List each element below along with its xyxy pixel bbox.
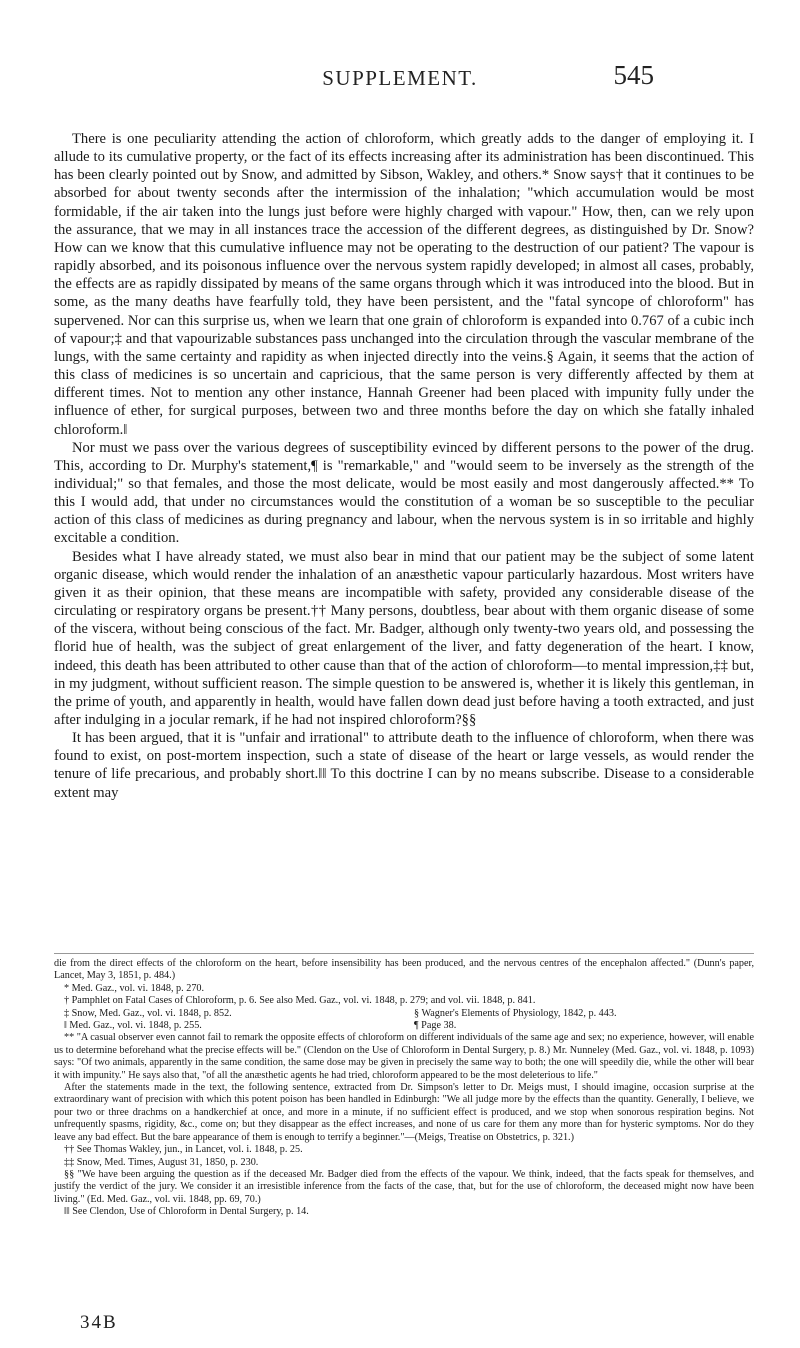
footnote: § Wagner's Elements of Physiology, 1842, p. 443. <box>414 1007 617 1019</box>
footnote: ¶ Page 38. <box>414 1020 457 1032</box>
paragraph: It has been argued, that it is "unfair and irrational" to attribute death to the influence of chloroform, when there was found to exist, on post-mortem inspection, such a state of disease of the heart or large vessels, as would render the tenure of life precarious, and probably short.‖‖ To this doctrine I can by no means subscribe. Disease to a considerable extent may <box>54 730 754 801</box>
page-header <box>0 60 800 96</box>
footnote: ‡‡ Snow, Med. Times, August 31, 1850, p. 230. <box>64 1156 259 1168</box>
footnote: * Med. Gaz., vol. vi. 1848, p. 270. <box>64 982 205 994</box>
footnote: die from the direct effects of the chloroform on the heart, before insensibility has been produced, and the nervous centres of the encephalon affected." (Dunn's paper, Lancet, May 3, 1851, p. 484.) <box>54 958 754 982</box>
footnote: ‖‖ See Clendon, Use of Chloroform in Dental Surgery, p. 14. <box>64 1206 309 1218</box>
footnote: †† See Thomas Wakley, jun., in Lancet, vol. i. 1848, p. 25. <box>64 1144 303 1156</box>
footnote-divider <box>54 953 754 954</box>
footnote: † Pamphlet on Fatal Cases of Chloroform, p. 6. See also Med. Gaz., vol. vi. 1848, p. 279; and vol. vii. 1848, p. 841. <box>64 995 536 1007</box>
footnote: After the statements made in the text, the following sentence, extracted from Dr. Simpson's letter to Dr. Meigs must, I should imagine, occasion surprise at the extraordinary want of precision with which this potent poison has been handled in Edinburgh: "We all judge more by the effects than the quantity. Generally, I believe, we pour two or three drachms on a handkerchief at once, and more in a minute, if no sufficient effect is produced, and we stop when sonorous respiration begins. Not unfrequently spasms, rigidity, &c., come on; but they disappear as the effect increases, and none of us care for them any more than for hysteric symptoms. Nor do they leave any bad effect. But the bare appearance of them is enough to terrify a beginner."—(Meigs, Treatise on Obstetrics, p. 321.) <box>54 1082 754 1143</box>
signature-mark: 34B <box>80 1312 118 1333</box>
footnote: §§ "We have been arguing the question as if the deceased Mr. Badger died from the effects of the vapour. We think, indeed, that the facts speak for themselves, and justify the verdict of the jury. We consider it an irresistible inference from the facts of the case, that, but for the use of chloroform, the deceased might now have been living." (Ed. Med. Gaz., vol. vii. 1848, pp. 69, 70.) <box>54 1168 754 1205</box>
footnotes <box>54 958 754 1219</box>
footnote: ** "A casual observer even cannot fail to remark the opposite effects of chloroform on different individuals of the same age and sex; no experience, however, will enable us to determine beforehand what the precise effects will be." (Clendon on the Use of Chloroform in Dental Surgery, p. 8.) Mr. Nunneley (Med. Gaz., vol. vi. 1848, p. 1093) says: "Of two animals, apparently in the same condition, the same dose may be given in precisely the same way to both; the one will speedily die, while the other will bear it with impunity." He says also that, "of all the anæsthetic agents he had tried, chloroform appeared to be the most deleterious to life." <box>54 1032 754 1081</box>
paragraph: Besides what I have already stated, we must also bear in mind that our patient may be the subject of some latent organic disease, which would render the inhalation of an anæsthetic vapour particularly hazardous. Most writers have given it as their opinion, that these means are incompatible with safety, provided any considerable disease of the circulating or respiratory organs be present.†† Many persons, doubtless, bear about with them organic disease of some of the viscera, without being conscious of the fact. Mr. Badger, although only twenty-two years old, and possessing the florid hue of health, was the subject of great enlargement of the liver, and fatty degeneration of the heart. I know, indeed, this death has been attributed to other cause than that of the action of chloroform—to mental impression,‡‡ but, in my judgment, without sufficient reason. The simple question to be answered is, whether it is likely this gentleman, in the prime of youth, and apparently in health, would have fallen down dead just before having a tooth extracted, and just after indulging in a jocular remark, if he had not inspired chloroform?§§ <box>54 548 754 728</box>
running-title: SUPPLEMENT. <box>322 66 478 90</box>
paragraph: There is one peculiarity attending the action of chloroform, which greatly adds to the danger of employing it. I allude to its cumulative property, or the fact of its effects increasing after its administration has been discontinued. This has been clearly pointed out by Snow, and admitted by Sibson, Wakley, and others.* Snow says† that it continues to be absorbed for about twenty seconds after the intermission of the inhalation; "which accumulation would be most formidable, if the air taken into the lungs just before were highly charged with vapour." How, then, can we rely upon the assurance, that we may in all instances trace the accession of the different degrees, as distinguished by Dr. Snow? How can we know that this cumulative influence may not be operating to the destruction of our patient? The vapour is rapidly absorbed, and its poisonous influence over the nervous system rapidly developed; in almost all cases, probably, the effects are as rapidly dissipated by means of the same organs through which it was introduced into the blood. But in some, as the many deaths have fearfully told, they have been persistent, and the "fatal syncope of chloroform" has supervened. Nor can this surprise us, when we learn that one grain of chloroform is expanded into 0.767 of a cubic inch of vapour;‡ and that vapourizable substances pass unchanged into the circulation through the vascular membrane of the lungs, with the same certainty and rapidity as when injected directly into the veins.§ Again, it seems that the action of this class of medicines is so uncertain and capricious, that the same person is very differently affected by them at different times. Not to mention any other instance, Hannah Greener had been placed with impunity fully under the influence of ether, for surgical purposes, between two and three months before the day on which she fatally inhaled chloroform.‖ <box>54 131 754 438</box>
footnote-pair <box>54 1020 754 1032</box>
main-text <box>54 130 754 802</box>
page-number: 545 <box>613 60 654 90</box>
footnote: ‡ Snow, Med. Gaz., vol. vi. 1848, p. 852. <box>64 1007 232 1019</box>
footnote-pair <box>54 1008 754 1020</box>
footnote: ‖ Med. Gaz., vol. vi. 1848, p. 255. <box>64 1020 202 1032</box>
paragraph: Nor must we pass over the various degrees of susceptibility evinced by different persons to the power of the drug. This, according to Dr. Murphy's statement,¶ is "remarkable," and "would seem to be inversely as the strength of the individual;" so that females, and those the most delicate, would be most easily and most dangerously affected.** To this I would add, that under no circumstances would the constitution of a woman be so susceptible to the peculiar action of this class of medicines as during pregnancy and labour, when the nervous system is in so irritable and highly excitable a condition. <box>54 439 754 547</box>
